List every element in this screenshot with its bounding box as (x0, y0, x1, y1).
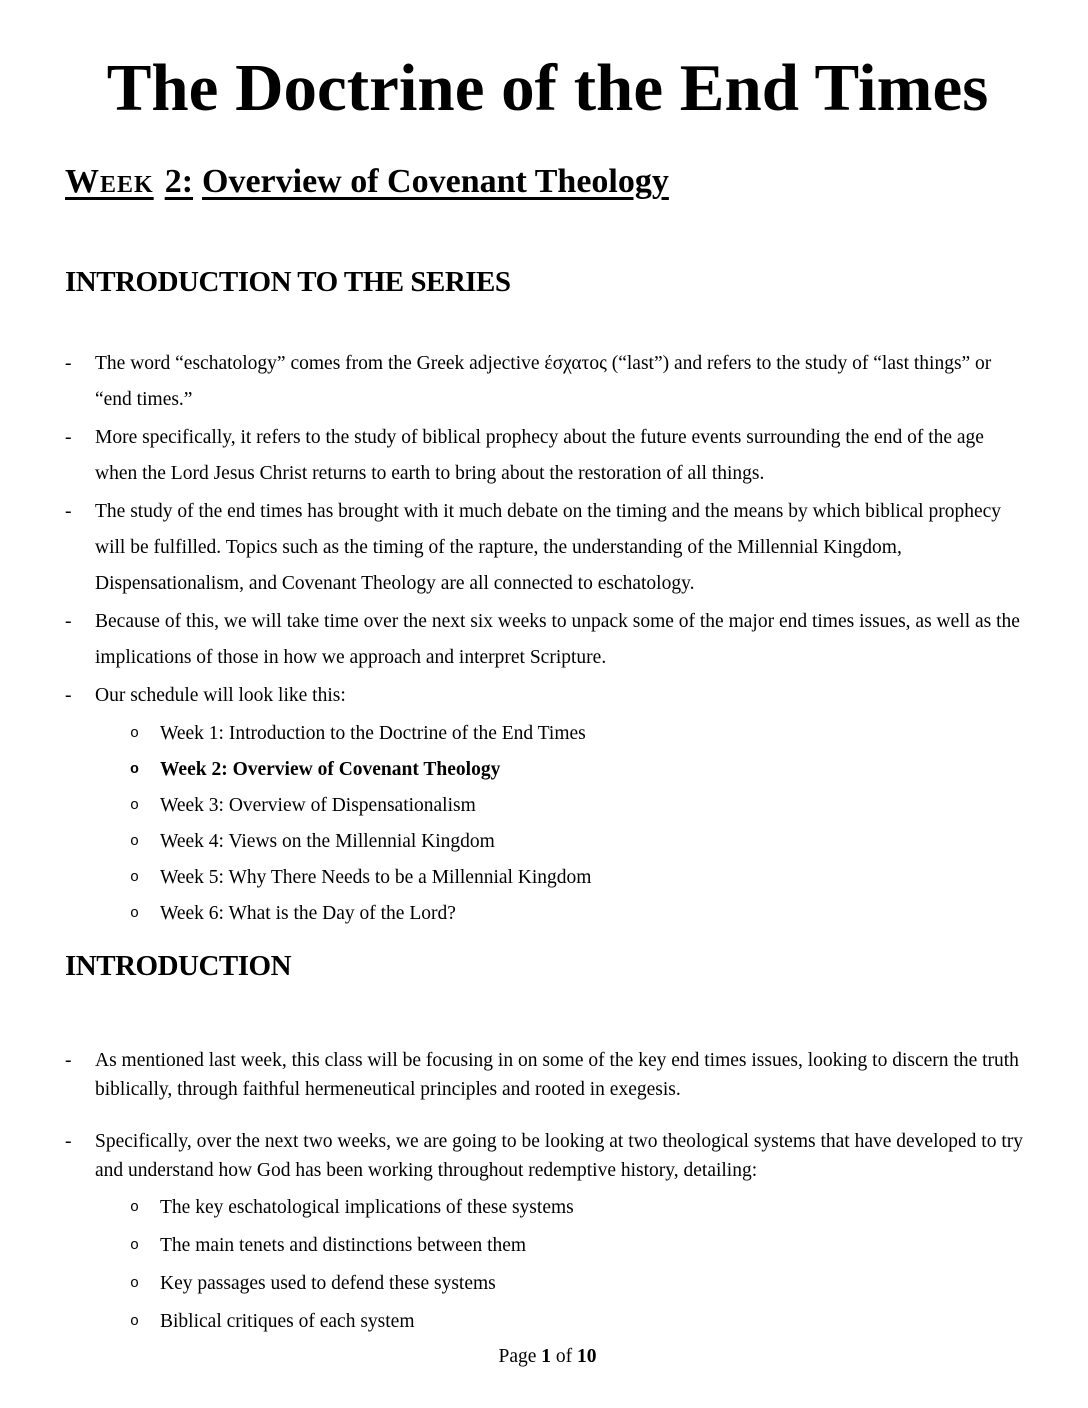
bullet-text: The word “eschatology” comes from the Greek adjective έσχατος (“last”) and refers to the study of “last things” or “end times.” (95, 353, 992, 411)
bullet-item (65, 604, 1030, 676)
schedule-item-text: Week 2: Overview of Covenant Theology (160, 759, 501, 781)
sub-bullet-text: The key eschatological implications of these systems (160, 1197, 574, 1219)
week-heading (65, 162, 1030, 201)
sub-bullet-item (130, 1231, 1030, 1260)
sub-bullet-marker: o (130, 1313, 140, 1331)
bullet-item (65, 494, 1030, 602)
schedule-item-text: Week 4: Views on the Millennial Kingdom (160, 831, 495, 853)
bullet-list-series (65, 346, 1030, 714)
bullet-item (65, 346, 1030, 418)
footer-prefix: Page (498, 1346, 542, 1368)
bullet-marker: - (65, 501, 72, 523)
bullet-item (65, 420, 1030, 492)
bullet-item (65, 1046, 1030, 1104)
bullet-text: The study of the end times has brought with it much debate on the timing and the means by which biblical prophecy will be fulfilled. Topics such as the timing of the rapture, the understanding of the Millennial Kingdom, Dispensationalism, and Covenant Theology are all connected to eschatology. (95, 501, 1002, 595)
sub-bullet-marker: o (130, 797, 140, 815)
sub-bullet-text: The main tenets and distinctions between them (160, 1235, 527, 1257)
week-heading-number: 2: (164, 163, 194, 201)
sub-bullet-marker: o (130, 833, 140, 851)
schedule-item-current (130, 752, 1030, 788)
week-heading-rest: Overview of Covenant Theology (202, 163, 669, 201)
sub-bullet-marker: o (130, 1275, 140, 1293)
bullet-text: Our schedule will look like this: (95, 685, 346, 707)
sub-bullet-marker: o (130, 725, 140, 743)
schedule-item (130, 896, 1030, 932)
bullet-marker: - (65, 1050, 72, 1072)
sub-bullet-marker: o (130, 761, 140, 779)
sub-bullet-text: Key passages used to defend these systems (160, 1273, 496, 1295)
sub-bullet-marker: o (130, 905, 140, 923)
sub-bullet-list (130, 1193, 1030, 1345)
bullet-marker: - (65, 427, 72, 449)
bullet-marker: - (65, 685, 72, 707)
page-number: 1 (541, 1346, 552, 1368)
sub-bullet-marker: o (130, 1199, 140, 1217)
bullet-list-introduction (65, 1046, 1030, 1193)
bullet-text: Specifically, over the next two weeks, we are going to be looking at two theological systems that have developed to try and understand how God has been working throughout redemptive history, detailing: (95, 1131, 1023, 1182)
section-heading-introduction: INTRODUCTION (65, 950, 292, 983)
sub-bullet-marker: o (130, 1237, 140, 1255)
document-title: The Doctrine of the End Times (106, 51, 989, 125)
bullet-marker: - (65, 1131, 72, 1153)
sub-bullet-item (130, 1307, 1030, 1336)
bullet-item (65, 678, 1030, 714)
schedule-item-text: Week 5: Why There Needs to be a Millennial Kingdom (160, 867, 592, 889)
sub-bullet-text: Biblical critiques of each system (160, 1311, 415, 1333)
sub-bullet-item (130, 1193, 1030, 1222)
sub-bullet-item (130, 1269, 1030, 1298)
schedule-item (130, 788, 1030, 824)
bullet-marker: - (65, 353, 72, 375)
schedule-item-text: Week 1: Introduction to the Doctrine of the End Times (160, 723, 586, 745)
bullet-text: More specifically, it refers to the study of biblical prophecy about the future events surrounding the end of the age when the Lord Jesus Christ returns to earth to bring about the restoration of all things. (95, 427, 984, 485)
bullet-text: As mentioned last week, this class will be focusing in on some of the key end times issues, looking to discern the truth biblically, through faithful hermeneutical principles and rooted in exegesis. (95, 1050, 1019, 1101)
schedule-item (130, 716, 1030, 752)
page-footer (65, 1345, 1030, 1368)
page-total: 10 (577, 1346, 597, 1368)
bullet-text: Because of this, we will take time over the next six weeks to unpack some of the major end times issues, as well as the implications of those in how we approach and interpret Scripture. (95, 611, 1020, 669)
section-heading-intro-series: INTRODUCTION TO THE SERIES (65, 265, 511, 298)
bullet-marker: - (65, 611, 72, 633)
sub-bullet-marker: o (130, 869, 140, 887)
schedule-item (130, 860, 1030, 896)
schedule-item (130, 824, 1030, 860)
footer-of: of (551, 1346, 578, 1368)
week-heading-smallcaps: Week (65, 163, 154, 201)
schedule-item-text: Week 6: What is the Day of the Lord? (160, 903, 456, 925)
schedule-list (130, 716, 1030, 932)
schedule-item-text: Week 3: Overview of Dispensationalism (160, 795, 476, 817)
bullet-item (65, 1127, 1030, 1185)
